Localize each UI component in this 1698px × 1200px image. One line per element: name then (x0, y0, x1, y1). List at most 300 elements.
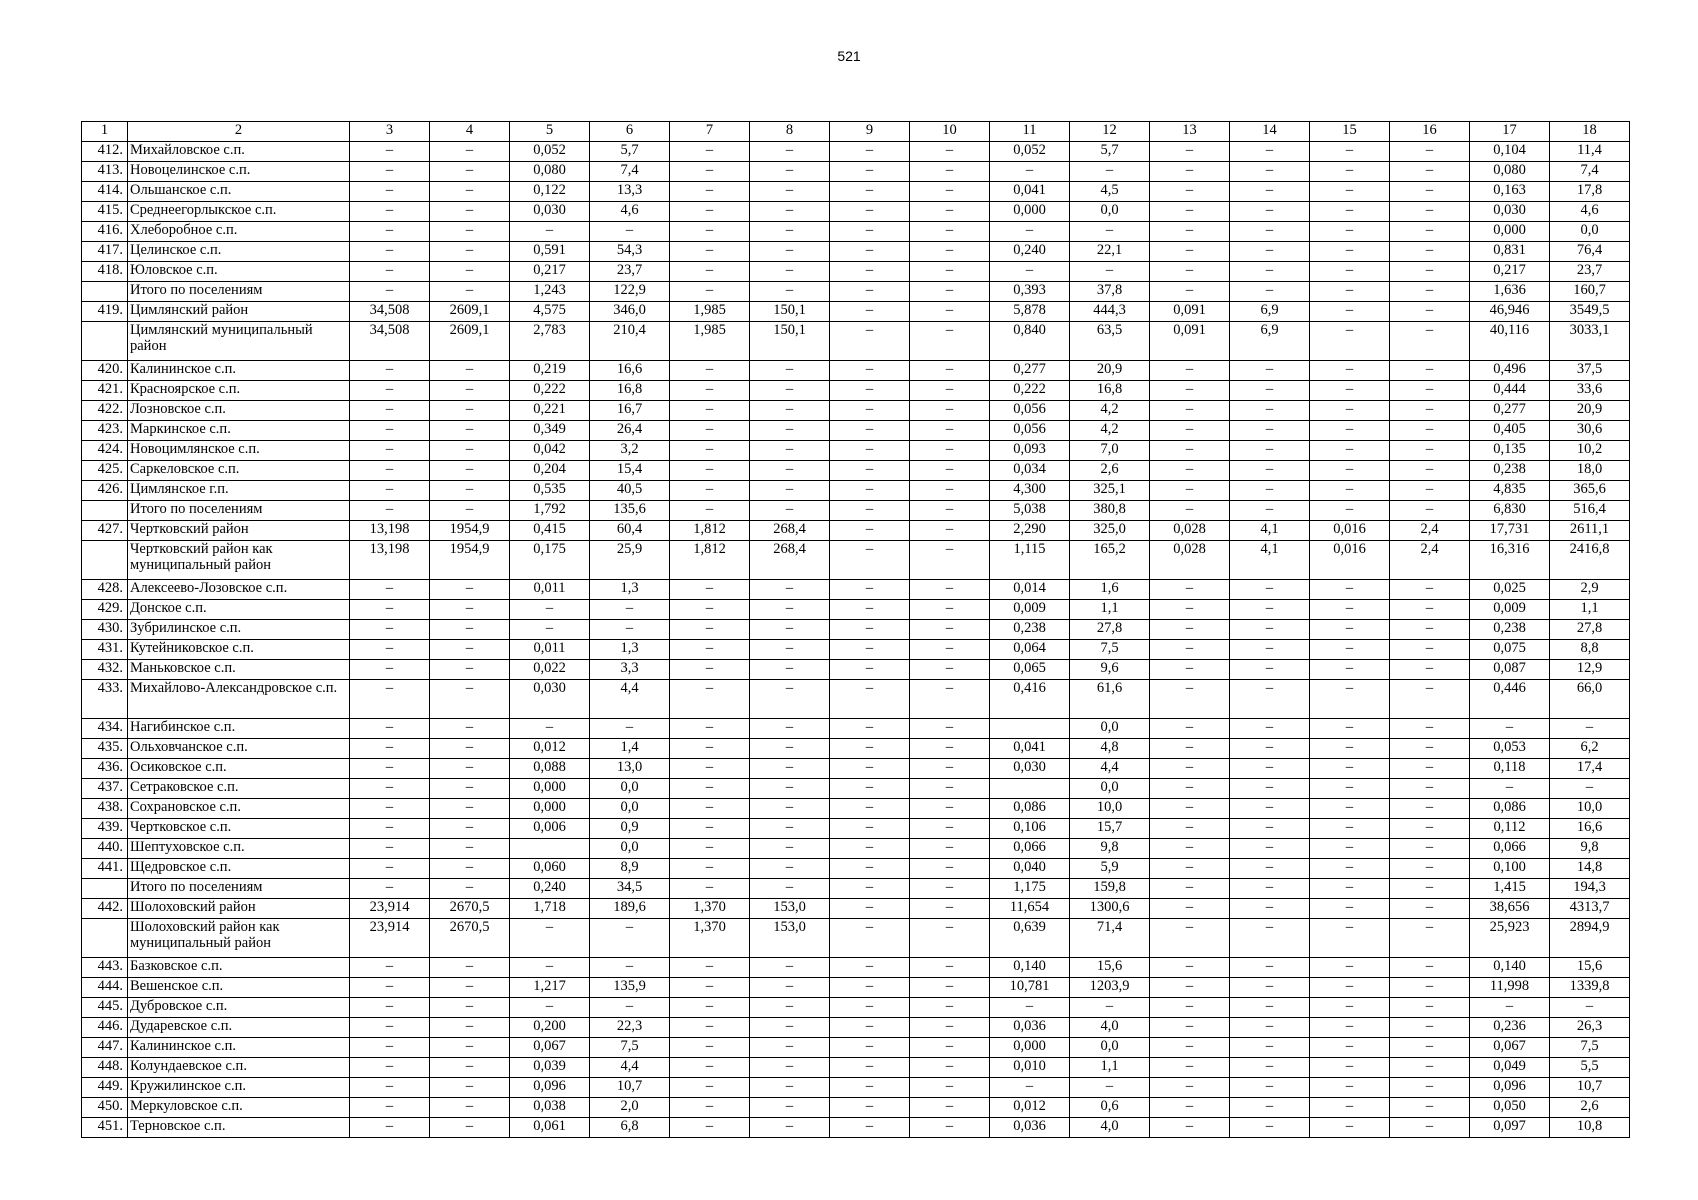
row-number: 429. (82, 600, 128, 620)
value-cell: – (1390, 640, 1470, 660)
value-cell: 325,0 (1070, 521, 1150, 541)
value-cell: – (910, 779, 990, 799)
settlement-name: Хлеборобное с.п. (128, 222, 350, 242)
value-cell: – (1390, 302, 1470, 322)
value-cell: – (1150, 839, 1230, 859)
value-cell: – (350, 142, 430, 162)
value-cell: 1300,6 (1070, 899, 1150, 919)
value-cell: – (1310, 958, 1390, 978)
value-cell: – (670, 262, 750, 282)
value-cell: – (1390, 262, 1470, 282)
value-cell: – (1390, 242, 1470, 262)
value-cell: – (1310, 600, 1390, 620)
value-cell: – (670, 1058, 750, 1078)
settlement-name: Итого по поселениям (128, 501, 350, 521)
value-cell: 0,277 (990, 361, 1070, 381)
value-cell: – (670, 799, 750, 819)
value-cell: – (1230, 600, 1310, 620)
value-cell: – (910, 381, 990, 401)
value-cell: – (1310, 620, 1390, 640)
value-cell: – (910, 978, 990, 998)
table-row (82, 302, 1630, 322)
value-cell: – (350, 421, 430, 441)
value-cell: 4,1 (1230, 541, 1310, 580)
value-cell (990, 719, 1070, 739)
value-cell: – (350, 282, 430, 302)
value-cell: – (750, 958, 830, 978)
value-cell: – (910, 759, 990, 779)
table-row (82, 421, 1630, 441)
value-cell: – (830, 1038, 910, 1058)
value-cell: – (830, 242, 910, 262)
settlement-name: Шолоховский район как муниципальный район (128, 919, 350, 958)
value-cell: – (1390, 282, 1470, 302)
value-cell: 1,115 (990, 541, 1070, 580)
value-cell: – (350, 799, 430, 819)
value-cell: 18,0 (1550, 461, 1630, 481)
value-cell: 4,5 (1070, 182, 1150, 202)
value-cell: – (910, 839, 990, 859)
table-row (82, 879, 1630, 899)
value-cell: 0,175 (510, 541, 590, 580)
value-cell: 10,7 (1550, 1078, 1630, 1098)
value-cell: 165,2 (1070, 541, 1150, 580)
value-cell: – (1230, 381, 1310, 401)
row-number: 422. (82, 401, 128, 421)
value-cell: – (1150, 202, 1230, 222)
value-cell: 0,061 (510, 1118, 590, 1138)
row-number: 426. (82, 481, 128, 501)
value-cell: 15,6 (1070, 958, 1150, 978)
settlement-name: Сохрановское с.п. (128, 799, 350, 819)
value-cell: – (830, 1058, 910, 1078)
value-cell: 34,508 (350, 302, 430, 322)
column-header: 3 (350, 122, 430, 142)
value-cell: – (670, 958, 750, 978)
value-cell: – (830, 680, 910, 719)
value-cell: – (1230, 799, 1310, 819)
value-cell: – (430, 779, 510, 799)
value-cell: – (750, 222, 830, 242)
value-cell: 0,240 (990, 242, 1070, 262)
settlement-name: Ольховчанское с.п. (128, 739, 350, 759)
table-row (82, 501, 1630, 521)
value-cell: – (670, 879, 750, 899)
value-cell: – (1150, 282, 1230, 302)
value-cell: – (430, 660, 510, 680)
value-cell: 0,200 (510, 1018, 590, 1038)
value-cell: – (1390, 1038, 1470, 1058)
value-cell: – (990, 162, 1070, 182)
value-cell: 4313,7 (1550, 899, 1630, 919)
value-cell: – (750, 282, 830, 302)
settlement-name: Калининское с.п. (128, 1038, 350, 1058)
value-cell: 0,041 (990, 182, 1070, 202)
row-number: 448. (82, 1058, 128, 1078)
value-cell: – (910, 242, 990, 262)
value-cell: 0,012 (990, 1098, 1070, 1118)
value-cell: – (910, 1098, 990, 1118)
value-cell: – (1230, 879, 1310, 899)
settlement-name: Цимлянский муниципальный район (128, 322, 350, 361)
value-cell: – (910, 222, 990, 242)
value-cell: – (1230, 978, 1310, 998)
value-cell: 268,4 (750, 521, 830, 541)
value-cell: – (430, 958, 510, 978)
row-number: 423. (82, 421, 128, 441)
value-cell: 4,0 (1070, 1118, 1150, 1138)
value-cell: – (910, 680, 990, 719)
settlement-name: Нагибинское с.п. (128, 719, 350, 739)
value-cell: – (830, 361, 910, 381)
value-cell: 10,0 (1550, 799, 1630, 819)
column-header: 14 (1230, 122, 1310, 142)
value-cell: – (1230, 1098, 1310, 1118)
value-cell: 0,086 (990, 799, 1070, 819)
value-cell: – (1550, 719, 1630, 739)
value-cell: – (670, 1098, 750, 1118)
value-cell: – (1150, 381, 1230, 401)
value-cell: 0,221 (510, 401, 590, 421)
value-cell: – (1150, 262, 1230, 282)
column-header: 13 (1150, 122, 1230, 142)
table-row (82, 242, 1630, 262)
value-cell: 4,1 (1230, 521, 1310, 541)
table-row (82, 441, 1630, 461)
settlement-name: Маньковское с.п. (128, 660, 350, 680)
value-cell: – (910, 461, 990, 481)
value-cell: – (430, 620, 510, 640)
settlement-name: Шолоховский район (128, 899, 350, 919)
value-cell: – (1230, 282, 1310, 302)
table-row (82, 998, 1630, 1018)
value-cell: – (430, 859, 510, 879)
value-cell: – (430, 262, 510, 282)
value-cell: – (1390, 998, 1470, 1018)
value-cell: 1,3 (590, 640, 670, 660)
value-cell: – (350, 879, 430, 899)
value-cell: – (590, 620, 670, 640)
value-cell: – (750, 680, 830, 719)
value-cell: – (830, 600, 910, 620)
value-cell: 61,6 (1070, 680, 1150, 719)
value-cell: – (910, 1058, 990, 1078)
value-cell: – (510, 998, 590, 1018)
value-cell: 516,4 (1550, 501, 1630, 521)
value-cell: 2609,1 (430, 322, 510, 361)
settlement-name: Шептуховское с.п. (128, 839, 350, 859)
value-cell: 13,0 (590, 759, 670, 779)
table-row (82, 719, 1630, 739)
settlement-name: Ольшанское с.п. (128, 182, 350, 202)
column-header: 10 (910, 122, 990, 142)
value-cell: 0,0 (1070, 1038, 1150, 1058)
value-cell: 4,0 (1070, 1018, 1150, 1038)
value-cell: 0,135 (1470, 441, 1550, 461)
value-cell: 0,088 (510, 759, 590, 779)
value-cell: 13,198 (350, 541, 430, 580)
value-cell: 0,222 (990, 381, 1070, 401)
value-cell: – (1150, 620, 1230, 640)
value-cell: – (1390, 899, 1470, 919)
value-cell: – (1310, 302, 1390, 322)
value-cell: – (910, 282, 990, 302)
value-cell: – (1230, 501, 1310, 521)
value-cell: – (1390, 958, 1470, 978)
row-number: 444. (82, 978, 128, 998)
value-cell: 0,067 (1470, 1038, 1550, 1058)
value-cell: – (350, 401, 430, 421)
value-cell: – (1390, 759, 1470, 779)
table-row (82, 600, 1630, 620)
value-cell: – (350, 182, 430, 202)
value-cell: 6,2 (1550, 739, 1630, 759)
value-cell: – (750, 998, 830, 1018)
table-row (82, 1038, 1630, 1058)
value-cell: – (1230, 1018, 1310, 1038)
row-number: 413. (82, 162, 128, 182)
value-cell: – (910, 1118, 990, 1138)
value-cell: – (1230, 739, 1310, 759)
value-cell: 0,091 (1150, 302, 1230, 322)
value-cell: – (910, 1038, 990, 1058)
value-cell: 0,030 (990, 759, 1070, 779)
value-cell: – (1310, 680, 1390, 719)
value-cell: – (1150, 919, 1230, 958)
value-cell: – (430, 1038, 510, 1058)
value-cell: – (430, 759, 510, 779)
settlement-name: Маркинское с.п. (128, 421, 350, 441)
value-cell: – (430, 461, 510, 481)
value-cell: 4,300 (990, 481, 1070, 501)
value-cell: 4,4 (590, 680, 670, 719)
value-cell: – (670, 580, 750, 600)
value-cell: – (830, 302, 910, 322)
value-cell: 60,4 (590, 521, 670, 541)
value-cell: – (510, 919, 590, 958)
table-row (82, 142, 1630, 162)
value-cell: – (750, 739, 830, 759)
value-cell: – (670, 242, 750, 262)
value-cell: – (430, 501, 510, 521)
value-cell: 0,042 (510, 441, 590, 461)
value-cell: – (430, 1118, 510, 1138)
value-cell: 0,080 (510, 162, 590, 182)
value-cell: 1203,9 (1070, 978, 1150, 998)
settlement-name: Лозновское с.п. (128, 401, 350, 421)
value-cell: – (1470, 779, 1550, 799)
row-number: 446. (82, 1018, 128, 1038)
value-cell: – (430, 162, 510, 182)
value-cell: – (1150, 580, 1230, 600)
value-cell: 0,009 (1470, 600, 1550, 620)
value-cell: – (830, 162, 910, 182)
value-cell: – (430, 580, 510, 600)
row-number: 442. (82, 899, 128, 919)
value-cell: 160,7 (1550, 282, 1630, 302)
column-header: 15 (1310, 122, 1390, 142)
value-cell: – (830, 919, 910, 958)
value-cell: 268,4 (750, 541, 830, 580)
value-cell: – (750, 640, 830, 660)
settlement-name: Зубрилинское с.п. (128, 620, 350, 640)
value-cell: – (1310, 1078, 1390, 1098)
table-row (82, 182, 1630, 202)
table-row (82, 739, 1630, 759)
value-cell: – (1390, 182, 1470, 202)
value-cell: – (350, 600, 430, 620)
table-row (82, 580, 1630, 600)
value-cell: – (1310, 839, 1390, 859)
row-number: 416. (82, 222, 128, 242)
value-cell: – (1310, 739, 1390, 759)
value-cell: – (1230, 222, 1310, 242)
value-cell: – (350, 580, 430, 600)
value-cell: 4,4 (1070, 759, 1150, 779)
row-number: 451. (82, 1118, 128, 1138)
value-cell: – (1390, 222, 1470, 242)
value-cell: – (750, 799, 830, 819)
value-cell: – (670, 182, 750, 202)
value-cell: – (430, 202, 510, 222)
settlement-name: Вешенское с.п. (128, 978, 350, 998)
value-cell: 9,8 (1070, 839, 1150, 859)
value-cell: – (1230, 899, 1310, 919)
value-cell: – (1390, 1118, 1470, 1138)
value-cell: – (670, 282, 750, 302)
value-cell: 0,091 (1150, 322, 1230, 361)
value-cell: 0,277 (1470, 401, 1550, 421)
value-cell: 0,163 (1470, 182, 1550, 202)
column-header: 8 (750, 122, 830, 142)
value-cell: – (750, 1118, 830, 1138)
value-cell: – (1150, 859, 1230, 879)
value-cell: – (590, 919, 670, 958)
value-cell: – (910, 739, 990, 759)
value-cell: 1,4 (590, 739, 670, 759)
value-cell: – (510, 620, 590, 640)
value-cell: – (990, 1078, 1070, 1098)
settlement-name: Чертковский район (128, 521, 350, 541)
value-cell: 0,034 (990, 461, 1070, 481)
value-cell: – (1230, 162, 1310, 182)
value-cell: 0,0 (1550, 222, 1630, 242)
settlement-name: Чертковское с.п. (128, 819, 350, 839)
value-cell: – (350, 361, 430, 381)
value-cell: – (590, 600, 670, 620)
value-cell: – (670, 202, 750, 222)
row-number (82, 501, 128, 521)
value-cell: – (750, 879, 830, 899)
value-cell: – (910, 481, 990, 501)
value-cell: – (910, 361, 990, 381)
value-cell: – (1310, 998, 1390, 1018)
value-cell: – (350, 759, 430, 779)
value-cell: 0,140 (990, 958, 1070, 978)
value-cell: 0,000 (990, 202, 1070, 222)
value-cell: – (750, 1098, 830, 1118)
settlement-name: Базковское с.п. (128, 958, 350, 978)
value-cell: 23,914 (350, 899, 430, 919)
value-cell: – (430, 819, 510, 839)
settlement-name: Дубровское с.п. (128, 998, 350, 1018)
value-cell: – (910, 322, 990, 361)
value-cell: – (670, 620, 750, 640)
value-cell: 1,792 (510, 501, 590, 521)
value-cell: – (830, 381, 910, 401)
value-cell: – (750, 162, 830, 182)
value-cell: 2,4 (1390, 521, 1470, 541)
value-cell: – (670, 421, 750, 441)
value-cell: – (1310, 481, 1390, 501)
value-cell: – (670, 1038, 750, 1058)
table-row (82, 899, 1630, 919)
value-cell: – (910, 521, 990, 541)
value-cell: 444,3 (1070, 302, 1150, 322)
value-cell: – (750, 1038, 830, 1058)
value-cell: – (1150, 242, 1230, 262)
column-header: 17 (1470, 122, 1550, 142)
value-cell: 3,2 (590, 441, 670, 461)
value-cell: 25,923 (1470, 919, 1550, 958)
value-cell: – (350, 381, 430, 401)
value-cell: – (1230, 819, 1310, 839)
settlement-name: Колундаевское с.п. (128, 1058, 350, 1078)
value-cell: – (1310, 1018, 1390, 1038)
value-cell: – (1150, 1098, 1230, 1118)
value-cell: – (1390, 620, 1470, 640)
table-row (82, 401, 1630, 421)
value-cell: – (510, 222, 590, 242)
value-cell: – (830, 719, 910, 739)
table-row (82, 859, 1630, 879)
value-cell: – (350, 660, 430, 680)
value-cell: – (1310, 919, 1390, 958)
value-cell: 76,4 (1550, 242, 1630, 262)
value-cell: 2894,9 (1550, 919, 1630, 958)
value-cell: – (1230, 919, 1310, 958)
value-cell: – (1150, 182, 1230, 202)
row-number: 434. (82, 719, 128, 739)
value-cell: – (430, 680, 510, 719)
table-row (82, 819, 1630, 839)
value-cell: – (670, 461, 750, 481)
value-cell: – (1150, 899, 1230, 919)
value-cell: – (1230, 660, 1310, 680)
value-cell: – (1150, 819, 1230, 839)
value-cell: – (1150, 1058, 1230, 1078)
value-cell: – (430, 421, 510, 441)
value-cell: – (350, 162, 430, 182)
value-cell: – (1150, 978, 1230, 998)
value-cell: – (830, 899, 910, 919)
page-number: 521 (837, 48, 861, 64)
value-cell: 1,985 (670, 302, 750, 322)
value-cell: – (670, 779, 750, 799)
value-cell: – (1390, 819, 1470, 839)
value-cell: – (990, 998, 1070, 1018)
value-cell: 0,064 (990, 640, 1070, 660)
value-cell: – (1550, 998, 1630, 1018)
settlement-name: Кутейниковское с.п. (128, 640, 350, 660)
value-cell: 0,496 (1470, 361, 1550, 381)
row-number: 431. (82, 640, 128, 660)
value-cell: – (1390, 799, 1470, 819)
value-cell: – (1310, 640, 1390, 660)
value-cell: 4,575 (510, 302, 590, 322)
settlement-name: Михайловское с.п. (128, 142, 350, 162)
value-cell: – (830, 501, 910, 521)
